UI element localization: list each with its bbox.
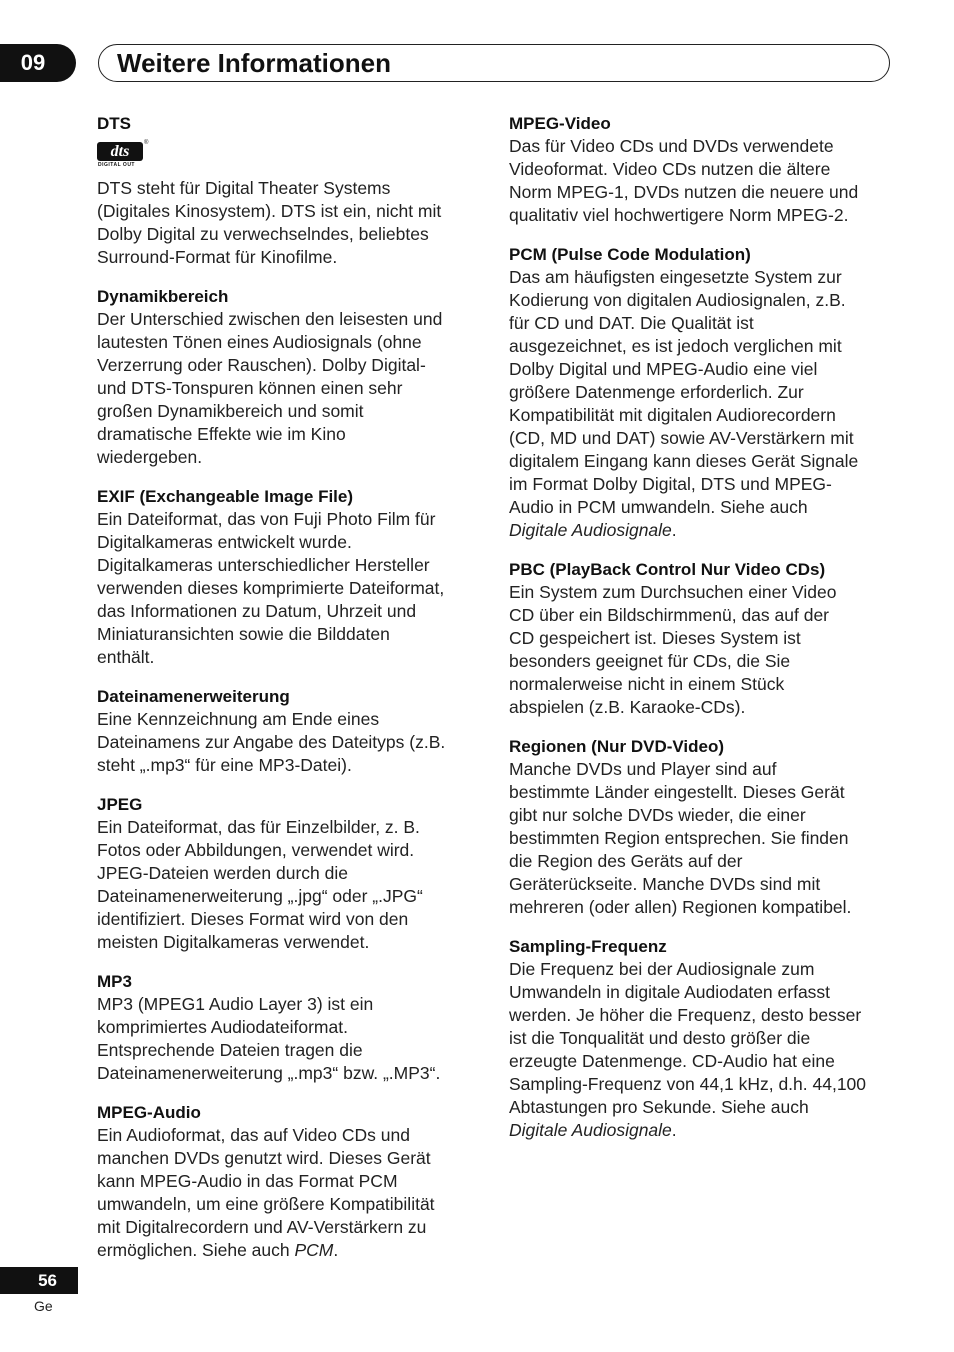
glossary-definition: Ein Dateiformat, das von Fuji Photo Film für Digitalkameras entwickelt wurde. Digitalkameras unterschiedlicher Hersteller verwenden dieses komprimierte Dateiformat, das Informationen zu Datum, Uhrzeit und Miniaturansichten sowie die Bilddaten enthält. <box>97 509 445 667</box>
glossary-definition: Das für Video CDs und DVDs verwendete Videoformat. Video CDs nutzen die ältere Norm MPEG-1, DVDs nutzen die neuere und qualitativ viel hochwertigere Norm MPEG-2. <box>509 136 859 225</box>
cross-reference: Digitale Audiosignale <box>509 520 672 540</box>
chapter-number-tab <box>0 44 76 82</box>
dts-logo-subtext: DIGITAL OUT <box>98 162 135 168</box>
glossary-definition: DTS steht für Digital Theater Systems (Digitales Kinosystem). DTS ist ein, nicht mit Dolby Digital zu verwechselndes, beliebtes Surround-Format für Kinofilme. <box>97 178 442 267</box>
page-title: Weitere Informationen <box>117 47 392 78</box>
definition-text: Ein Audioformat, das auf Video CDs und manchen DVDs genutzt wird. Dieses Gerät kann MPEG-Audio in das Format PCM umwandeln, um eine größere Kompatibilität mit Digitalrecordern und AV-Verstärkern zu ermöglichen. Siehe auch <box>97 1125 435 1260</box>
definition-tail: . <box>671 520 677 540</box>
glossary-term: JPEG <box>97 795 143 814</box>
glossary-entry-dts <box>97 112 479 269</box>
registered-mark: ® <box>144 140 149 146</box>
chapter-header-bar <box>98 44 890 82</box>
glossary-entry-exif <box>97 485 479 669</box>
page-number: 56 <box>38 1270 57 1290</box>
glossary-definition <box>509 958 891 1142</box>
definition-tail: . <box>333 1240 339 1260</box>
glossary-term: Sampling-Frequenz <box>509 937 667 956</box>
glossary-definition <box>509 266 891 542</box>
glossary-entry-dateinamenerweiterung <box>97 685 479 777</box>
glossary-entry-jpeg <box>97 793 479 954</box>
glossary-entry-mpeg-audio <box>97 1101 479 1262</box>
language-code: Ge <box>34 1298 53 1314</box>
glossary-term: PCM (Pulse Code Modulation) <box>509 245 751 264</box>
glossary-term: EXIF (Exchangeable Image File) <box>97 487 354 506</box>
glossary-definition <box>97 1124 479 1262</box>
chapter-number: 09 <box>20 50 46 75</box>
glossary-term: Dynamikbereich <box>97 287 229 306</box>
glossary-term: Dateinamenerweiterung <box>97 687 290 706</box>
glossary-entry-mpeg-video <box>509 112 891 227</box>
glossary-entry-dynamikbereich <box>97 285 479 469</box>
glossary-term: PBC (PlayBack Control Nur Video CDs) <box>509 560 826 579</box>
cross-reference: Digitale Audiosignale <box>509 1120 672 1140</box>
glossary-entry-regionen <box>509 735 891 919</box>
glossary-definition: Ein Dateiformat, das für Einzelbilder, z. B. Fotos oder Abbildungen, verwendet wird. JPEG-Dateien werden durch die Dateinamenerweiterung „.jpg“ oder „.JPG“ identifiziert. Dieses Format wird von den meisten Digitalkameras verwendet. <box>97 817 423 952</box>
glossary-term: DTS <box>97 114 131 133</box>
definition-tail: . <box>671 1120 677 1140</box>
page-number-tab <box>0 1267 78 1294</box>
glossary-definition: Ein System zum Durchsuchen einer Video CD über ein Bildschirmmenü, das auf der CD gespeichert ist. Dieses System ist besonders geeignet für CDs, die Sie normalerweise nicht in einem Stück abspielen (z.B. Karaoke-CDs). <box>509 582 837 717</box>
glossary-definition: Der Unterschied zwischen den leisesten und lautesten Tönen eines Audiosignals (ohne Verzerrung oder Rauschen). Dolby Digital- und DTS-Tonspuren können einen sehr großen Dynamikbereich und somit dramatische Effekte wie im Kino wiedergeben. <box>97 309 443 467</box>
definition-text: Das am häufigsten eingesetzte System zur Kodierung von digitalen Audiosignalen, z.B. für CD und DAT. Die Qualität ist ausgezeichnet, es ist jedoch verglichen mit Dolby Digital und MPEG-Audio eine viel größere Datenmenge erforderlich. Zur Kompatibilität mit digitalen Audiorecordern (CD, MD und DAT) sowie AV-Verstärkern mit digitalem Eingang kann dieses Gerät Signale im Format Dolby Digital, DTS und MPEG- Audio in PCM umwandeln. Siehe auch <box>509 267 859 517</box>
glossary-definition: Manche DVDs und Player sind auf bestimmte Länder eingestellt. Dieses Gerät gibt nur solche DVDs wieder, die einer bestimmten Region entsprechen. Sie finden die Region des Geräts auf der Geräterückseite. Manche DVDs sind mit mehreren (oder allen) Regionen kompatibel. <box>509 759 852 917</box>
right-column <box>509 112 891 1158</box>
glossary-term: MPEG-Audio <box>97 1103 201 1122</box>
glossary-term: MP3 <box>97 972 132 991</box>
glossary-term: MPEG-Video <box>509 114 611 133</box>
glossary-entry-pcm <box>509 243 891 542</box>
glossary-entry-sampling-frequenz <box>509 935 891 1142</box>
definition-text: Die Frequenz bei der Audiosignale zum Umwandeln in digitale Audiodaten erfasst werden. Je höher die Frequenz, desto besser ist die Tonqualität und desto größer die erzeugte Datenmenge. CD-Audio hat eine Sampling-Frequenz von 44,1 kHz, d.h. 44,100 Abtastungen pro Sekunde. Siehe auch <box>509 959 867 1117</box>
glossary-entry-mp3 <box>97 970 479 1085</box>
glossary-definition: MP3 (MPEG1 Audio Layer 3) ist ein komprimiertes Audiodateiformat. Entsprechende Dateien tragen die Dateinamenerweiterung „.mp3“ bzw. „.MP3“. <box>97 994 441 1083</box>
dts-logo-mark: dts <box>97 142 143 161</box>
dts-logo-icon <box>97 142 147 168</box>
glossary-entry-pbc <box>509 558 891 719</box>
glossary-definition: Eine Kennzeichnung am Ende eines Dateinamens zur Angabe des Dateityps (z.B. steht „.mp3“ für eine MP3-Datei). <box>97 709 446 775</box>
glossary-term: Regionen (Nur DVD-Video) <box>509 737 725 756</box>
cross-reference: PCM <box>294 1240 334 1260</box>
left-column <box>97 112 479 1278</box>
